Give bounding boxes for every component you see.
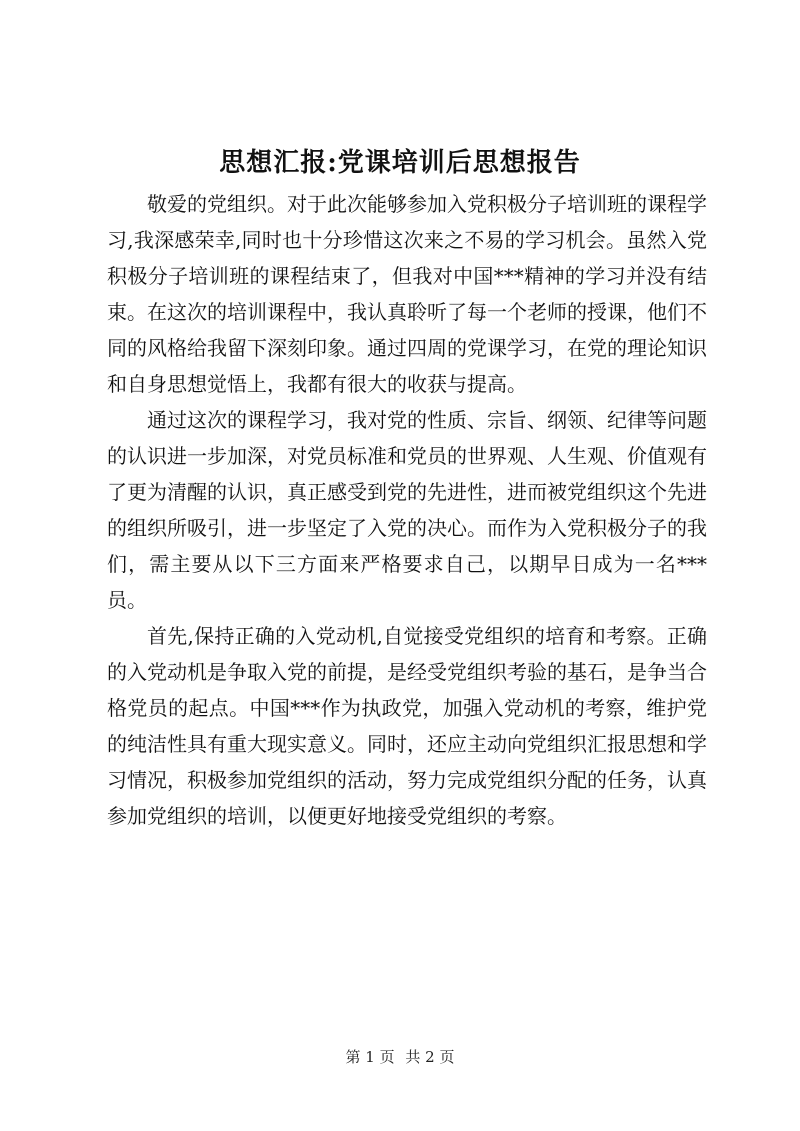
paragraph-2: 通过这次的课程学习，我对党的性质、宗旨、纲领、纪律等问题的认识进一步加深，对党员标准和党员的世界观、人生观、价值观有了更为清醒的认识，真正感受到党的先进性，进而被党组织这个先进的组织所吸引，进一步坚定了入党的决心。而作为入党积极分子的我们，需主要从以下三方面来严格要求自己，以期早日成为一名***员。: [107, 408, 707, 612]
document-title: 思想汇报:党课培训后思想报告: [219, 148, 581, 178]
page-number: 第 1 页: [345, 1048, 395, 1066]
page-total: 共 2 页: [405, 1048, 455, 1066]
paragraph-3: 首先,保持正确的入党动机,自觉接受党组织的培育和考察。正确的入党动机是争取入党的前提，是经受党组织考验的基石，是争当合格党员的起点。中国***作为执政党，加强入党动机的考察，维护党的纯洁性具有重大现实意义。同时，还应主动向党组织汇报思想和学习情况，积极参加党组织的活动，努力完成党组织分配的任务，认真参加党组织的培训，以便更好地接受党组织的考察。: [107, 624, 707, 828]
document-body: [107, 186, 707, 834]
paragraph-1: 敬爱的党组织。对于此次能够参加入党积极分子培训班的课程学习,我深感荣幸,同时也十分珍惜这次来之不易的学习机会。虽然入党积极分子培训班的课程结束了，但我对中国***精神的学习并没有结束。在这次的培训课程中，我认真聆听了每一个老师的授课，他们不同的风格给我留下深刻印象。通过四周的党课学习，在党的理论知识和自身思想觉悟上，我都有很大的收获与提高。: [107, 192, 707, 396]
page-footer: [0, 1047, 800, 1067]
